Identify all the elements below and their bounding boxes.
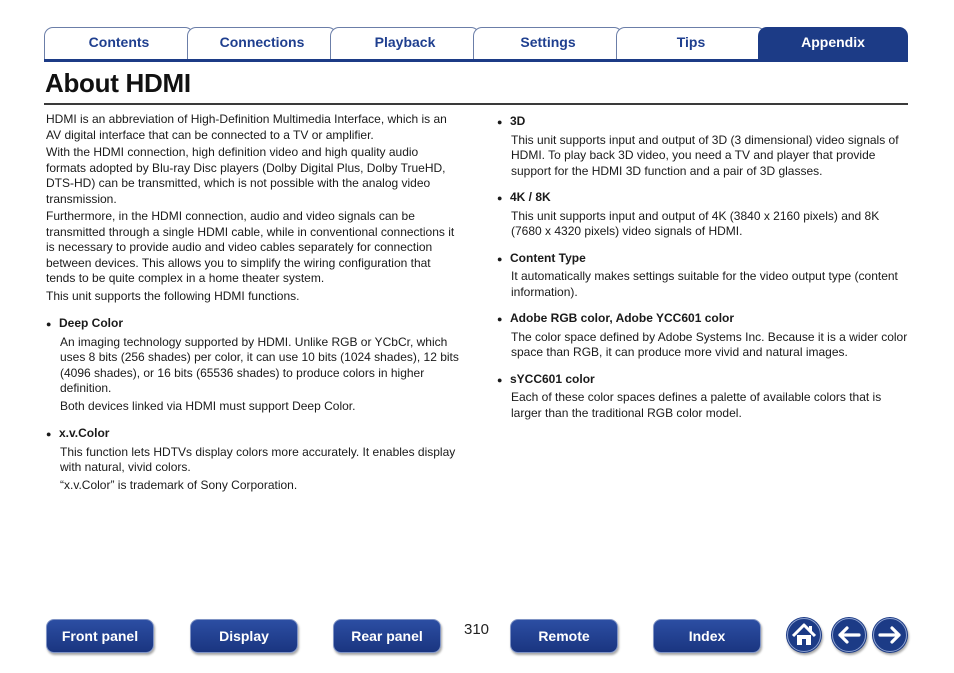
button-label: Rear panel [351, 628, 423, 644]
title-divider [44, 103, 908, 105]
feature-heading [497, 251, 909, 268]
right-column [497, 112, 909, 423]
feature-text: An imaging technology supported by HDMI. Unlike RGB or YCbCr, which uses 8 bits (256 shades) per color, it can use 10 bits (1024 shades), 12 bits (4096 shades), or 16 bits (65536 shades) to produce colors in higher definition. [60, 334, 459, 395]
forward-button[interactable] [872, 617, 908, 653]
intro-paragraph: HDMI is an abbreviation of High-Definition Multimedia Interface, which is an AV digital interface that can be connected to a TV or amplifier. [46, 112, 447, 142]
feature-adobe-color [497, 311, 909, 361]
home-button[interactable] [786, 617, 822, 653]
bullet-icon: ● [497, 374, 503, 385]
feature-body [497, 330, 909, 361]
feature-text: It automatically makes settings suitable for the video output type (content information). [511, 269, 898, 299]
bullet-icon: ● [497, 314, 503, 324]
feature-heading [497, 311, 909, 328]
tab-label: Settings [520, 34, 576, 50]
remote-button[interactable] [510, 619, 618, 653]
feature-4k-8k [497, 190, 909, 240]
feature-body [497, 390, 909, 421]
feature-title: Content Type [510, 250, 586, 265]
top-tab-bar [44, 27, 908, 61]
bullet-icon: ● [497, 193, 503, 203]
tab-underline [44, 59, 908, 62]
button-label: Display [219, 628, 269, 644]
button-label: Front panel [61, 628, 139, 644]
feature-title: 3D [510, 114, 526, 128]
tab-contents[interactable] [44, 27, 194, 60]
feature-content-type [497, 251, 909, 301]
button-label: Remote [538, 628, 590, 644]
feature-body [497, 269, 909, 300]
bullet-icon: ● [46, 319, 52, 329]
feature-body [497, 133, 909, 180]
intro-paragraph: With the HDMI connection, high definition video and high quality audio formats adopted by Blu-ray Disc players (Dolby Digital Plus, Dolby TrueHD, DTS-HD) can be transmitted, which is not possible with the analog video transmission. [46, 145, 446, 206]
tab-label: Connections [219, 34, 305, 50]
bullet-icon: ● [46, 429, 52, 439]
feature-deep-color [46, 316, 460, 414]
feature-text: “x.v.Color” is trademark of Sony Corporation. [60, 477, 298, 492]
arrow-left-icon [831, 617, 867, 653]
feature-heading [46, 316, 460, 333]
feature-heading [497, 190, 909, 207]
feature-text: The color space defined by Adobe Systems Inc. Because it is a wider color space than RGB, it can produce more vivid and natural images. [511, 329, 908, 359]
tab-label: Tips [676, 34, 706, 50]
feature-text: This function lets HDTVs display colors more accurately. It enables display with natural, vivid colors. [60, 444, 456, 474]
feature-sycc601 [497, 372, 909, 422]
feature-title: sYCC601 color [510, 371, 595, 386]
display-button[interactable] [190, 619, 298, 653]
tab-label: Contents [88, 34, 150, 50]
feature-heading [46, 426, 460, 443]
tab-settings[interactable] [473, 27, 623, 60]
home-icon [786, 617, 822, 653]
intro-paragraph: Furthermore, in the HDMI connection, audio and video signals can be transmitted through a single HDMI cable, while in conventional connections it is necessary to provide audio and video cables separately for connection between devices. This allows you to simplify the wiring configuration that tends to be quite complex in a home theater system. [46, 209, 455, 285]
feature-body [497, 209, 909, 240]
feature-text: Each of these color spaces defines a palette of available colors that is larger than the traditional RGB color model. [511, 390, 882, 420]
tab-label: Playback [374, 34, 436, 50]
page-number: 310 [464, 621, 490, 638]
bullet-icon: ● [497, 253, 503, 264]
page-title: About HDMI [45, 68, 191, 98]
tab-playback[interactable] [330, 27, 480, 60]
feature-body [46, 335, 460, 415]
button-label: Index [688, 628, 726, 644]
tab-tips[interactable] [616, 27, 766, 60]
tab-connections[interactable] [187, 27, 337, 60]
intro-paragraph: This unit supports the following HDMI functions. [46, 288, 300, 303]
feature-title: Deep Color [59, 316, 124, 330]
feature-3d [497, 114, 909, 179]
feature-title: x.v.Color [59, 426, 110, 440]
feature-body [46, 445, 460, 494]
feature-title: 4K / 8K [510, 190, 551, 204]
feature-heading [497, 114, 909, 131]
index-button[interactable] [653, 619, 761, 653]
rear-panel-button[interactable] [333, 619, 441, 653]
left-column [46, 112, 460, 495]
feature-text: This unit supports input and output of 3D (3 dimensional) video signals of HDMI. To play back 3D video, you need a TV and player that provide support for the HDMI 3D function and a pair of 3D glasses. [511, 132, 899, 178]
tab-appendix[interactable] [758, 27, 908, 60]
feature-heading [497, 372, 909, 389]
feature-text: Both devices linked via HDMI must support Deep Color. [60, 398, 356, 413]
tab-label: Appendix [801, 34, 865, 50]
arrow-right-icon [872, 617, 908, 653]
feature-xv-color [46, 426, 460, 493]
feature-title: Adobe RGB color, Adobe YCC601 color [510, 311, 735, 325]
front-panel-button[interactable] [46, 619, 154, 653]
back-button[interactable] [831, 617, 867, 653]
feature-text: This unit supports input and output of 4K (3840 x 2160 pixels) and 8K (7680 x 4320 pixels) video signals of HDMI. [511, 208, 880, 238]
bullet-icon: ● [497, 117, 503, 127]
